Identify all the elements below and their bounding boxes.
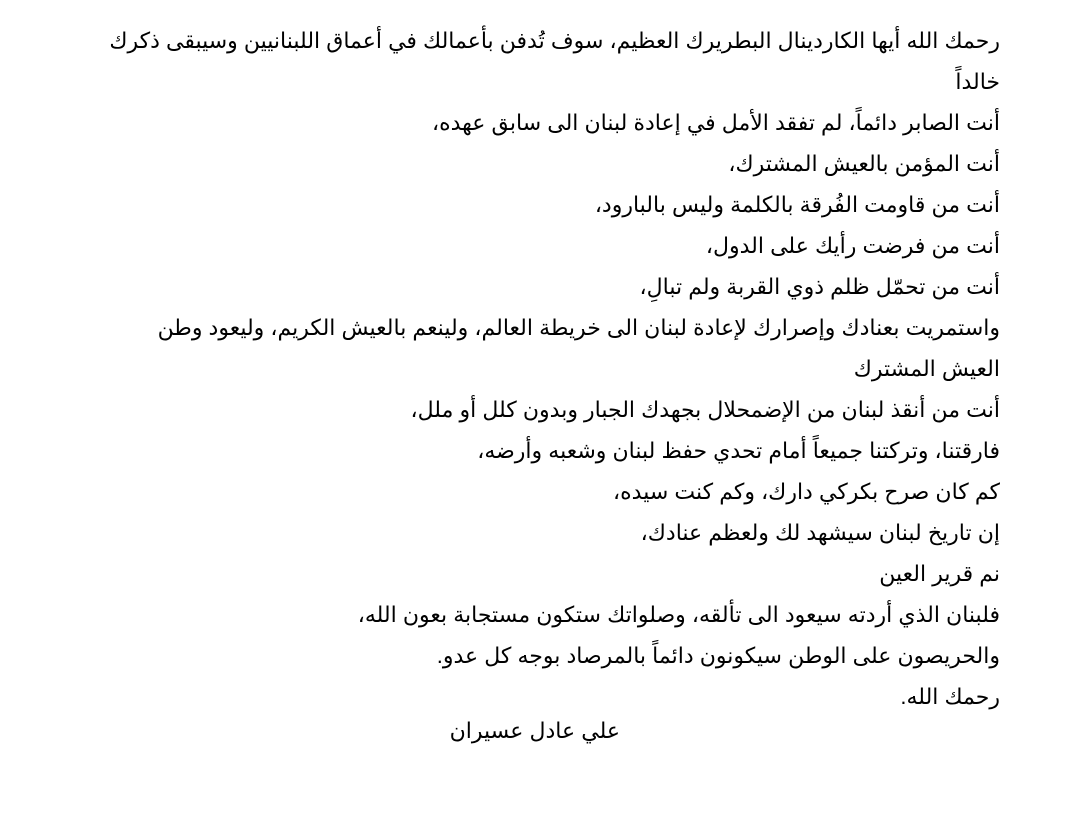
paragraph: رحمك الله. xyxy=(900,684,1000,709)
paragraph: فارقتنا، وتركتنا جميعاً أمام تحدي حفظ لبنان وشعبه وأرضه، xyxy=(477,438,1000,463)
paragraph: أنت الصابر دائماً، لم تفقد الأمل في إعادة لبنان الى سابق عهده، xyxy=(431,110,1000,135)
author-signature: علي عادل عسيران xyxy=(449,718,620,743)
paragraph: واستمريت بعنادك وإصرارك لإعادة لبنان الى خريطة العالم، ولينعم بالعيش الكريم، وليعود وطن العيش المشترك xyxy=(157,315,1000,381)
paragraph: رحمك الله أيها الكاردينال البطريرك العظيم، سوف تُدفن بأعمالك في أعماق اللبنانيين وسيبقى ذكرك خالداً xyxy=(109,28,1000,94)
paragraph: والحريصون على الوطن سيكونون دائماً بالمرصاد بوجه كل عدو. xyxy=(436,643,1000,668)
paragraph: أنت من تحمّل ظلم ذوي القربة ولم تبالِ، xyxy=(639,274,1000,299)
paragraph: كم كان صرح بكركي دارك، وكم كنت سيده، xyxy=(613,479,1000,504)
paragraph: أنت من فرضت رأيك على الدول، xyxy=(705,233,1000,258)
paragraph: نم قرير العين xyxy=(879,561,1000,586)
paragraph: أنت من أنقذ لبنان من الإضمحلال بجهدك الجبار وبدون كلل أو ملل، xyxy=(410,397,1000,422)
paragraph: أنت من قاومت الفُرقة بالكلمة وليس بالبارود، xyxy=(594,192,1000,217)
paragraph: إن تاريخ لبنان سيشهد لك ولعظم عنادك، xyxy=(640,520,1000,545)
eulogy-text xyxy=(100,20,1000,717)
paragraph: فلبنان الذي أردته سيعود الى تألقه، وصلواتك ستكون مستجابة بعون الله، xyxy=(357,602,1000,627)
paragraph: أنت المؤمن بالعيش المشترك، xyxy=(728,151,1000,176)
